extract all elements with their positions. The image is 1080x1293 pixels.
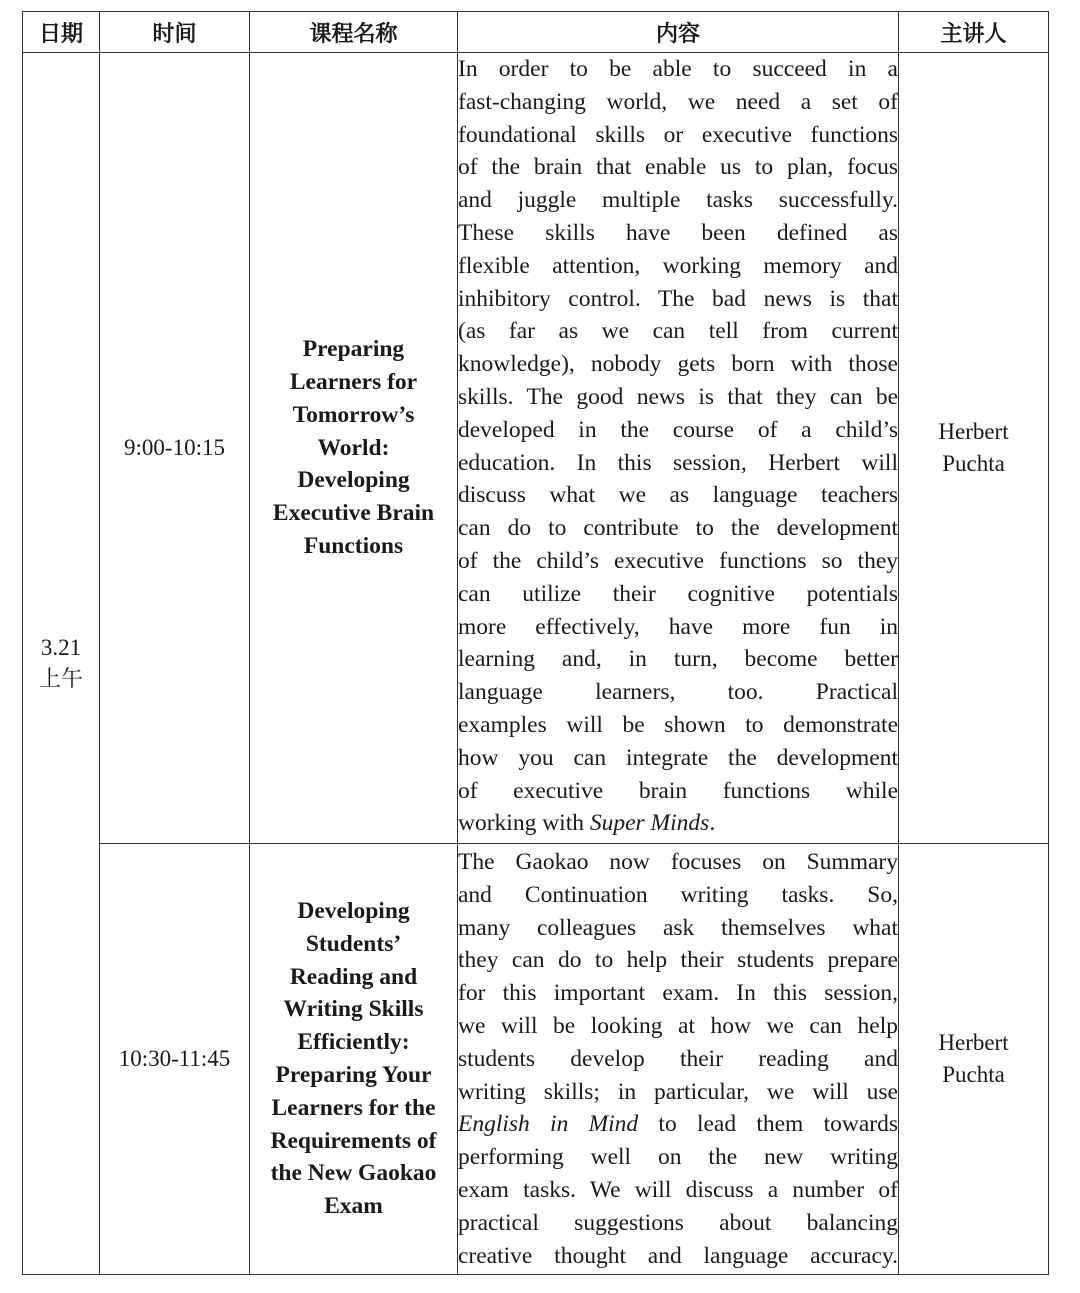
title-line: Preparing bbox=[302, 336, 405, 363]
course-description bbox=[458, 844, 899, 1275]
title-line: Developing bbox=[297, 467, 410, 494]
description-line: practical suggestions about balancing bbox=[458, 1209, 898, 1236]
header-speaker: 主讲人 bbox=[899, 12, 1049, 53]
title-line: Reading and bbox=[289, 963, 418, 990]
description-line: of the brain that enable us to plan, focus bbox=[458, 154, 898, 181]
course-schedule-table bbox=[22, 11, 1049, 1275]
title-line: Writing Skills bbox=[283, 996, 424, 1023]
description-line: and juggle multiple tasks successfully. bbox=[458, 187, 898, 214]
description-line: discuss what we as language teachers bbox=[458, 482, 898, 509]
title-line: Requirements of bbox=[270, 1127, 437, 1154]
title-line: World: bbox=[317, 434, 390, 461]
description-line: of the child’s executive functions so they bbox=[458, 547, 898, 574]
title-line: Efficiently: bbox=[297, 1029, 410, 1056]
description-line: skills. The good news is that they can be bbox=[458, 383, 898, 410]
description-line: language learners, too. Practical bbox=[458, 679, 898, 706]
description-line: for this important exam. In this session, bbox=[458, 980, 898, 1007]
table-row bbox=[23, 844, 1049, 1275]
description-line: flexible attention, working memory and bbox=[458, 252, 898, 279]
description-line: we will be looking at how we can help bbox=[458, 1012, 898, 1039]
header-time: 时间 bbox=[100, 12, 250, 53]
description-line bbox=[458, 807, 898, 840]
title-line: Preparing Your bbox=[275, 1062, 432, 1088]
speaker-cell bbox=[899, 844, 1049, 1275]
description-line: can utilize their cognitive potentials bbox=[458, 580, 898, 607]
course-description bbox=[458, 53, 899, 844]
description-line: and Continuation writing tasks. So, bbox=[458, 881, 898, 908]
title-line: Functions bbox=[303, 532, 404, 559]
date-period: 上午 bbox=[38, 666, 83, 692]
description-line: writing skills; in particular, we will use bbox=[458, 1078, 898, 1105]
title-line: Exam bbox=[324, 1193, 383, 1220]
description-line: creative thought and language accuracy. bbox=[458, 1242, 898, 1269]
session-time: 9:00-10:15 bbox=[100, 53, 250, 844]
description-text: to lead them towards bbox=[638, 1111, 898, 1138]
speaker-cell bbox=[899, 53, 1049, 844]
date-cell bbox=[23, 53, 100, 1275]
description-line: foundational skills or executive functions bbox=[458, 121, 898, 148]
title-line: Developing bbox=[297, 898, 410, 925]
session-time: 10:30-11:45 bbox=[100, 844, 250, 1275]
title-line: Learners for bbox=[289, 369, 418, 395]
description-line: examples will be shown to demonstrate bbox=[458, 711, 898, 738]
title-line: the New Gaokao bbox=[270, 1160, 437, 1187]
description-line: can do to contribute to the development bbox=[458, 515, 898, 542]
date-day: 3.21 bbox=[40, 634, 82, 660]
description-line: inhibitory control. The bad news is that bbox=[458, 285, 898, 312]
title-line: Learners for the bbox=[271, 1094, 436, 1121]
title-line: Tomorrow’s bbox=[292, 401, 415, 428]
book-title-english-in-mind: English in Mind bbox=[458, 1111, 639, 1138]
description-line: many colleagues ask themselves what bbox=[458, 914, 898, 941]
table-row bbox=[23, 53, 1049, 844]
description-line: learning and, in turn, become better bbox=[458, 646, 898, 673]
description-line: In order to be able to succeed in a bbox=[458, 56, 898, 82]
speaker-last-name: Puchta bbox=[942, 1062, 1005, 1087]
header-course: 课程名称 bbox=[250, 12, 458, 53]
description-line: education. In this session, Herbert will bbox=[458, 449, 898, 476]
header-date: 日期 bbox=[23, 12, 100, 53]
description-line: exam tasks. We will discuss a number of bbox=[458, 1176, 898, 1203]
description-line: more effectively, have more fun in bbox=[458, 613, 898, 640]
description-line: developed in the course of a child’s bbox=[458, 416, 898, 443]
description-line bbox=[458, 1108, 898, 1141]
description-line: of executive brain functions while bbox=[458, 777, 898, 804]
description-line: students develop their reading and bbox=[458, 1045, 898, 1072]
header-content: 内容 bbox=[458, 12, 899, 53]
description-line: The Gaokao now focuses on Summary bbox=[458, 849, 898, 875]
description-line: performing well on the new writing bbox=[458, 1144, 898, 1171]
speaker-first-name: Herbert bbox=[938, 1029, 1009, 1055]
title-line: Executive Brain bbox=[272, 500, 435, 527]
speaker-last-name: Puchta bbox=[942, 451, 1005, 476]
course-title bbox=[250, 53, 458, 844]
description-text: working with bbox=[458, 810, 590, 837]
title-line: Students’ bbox=[305, 930, 402, 957]
book-title-super-minds: Super Minds bbox=[589, 810, 710, 837]
description-line: These skills have been defined as bbox=[458, 219, 898, 246]
course-title bbox=[250, 844, 458, 1275]
description-line: how you can integrate the development bbox=[458, 744, 898, 771]
description-line: fast-changing world, we need a set of bbox=[458, 88, 898, 115]
description-line: knowledge), nobody gets born with those bbox=[458, 351, 898, 378]
description-line: (as far as we can tell from current bbox=[458, 318, 898, 345]
description-line: they can do to help their students prepare bbox=[458, 947, 898, 974]
header-row bbox=[23, 12, 1049, 53]
speaker-first-name: Herbert bbox=[938, 418, 1009, 444]
description-text: . bbox=[709, 810, 716, 837]
